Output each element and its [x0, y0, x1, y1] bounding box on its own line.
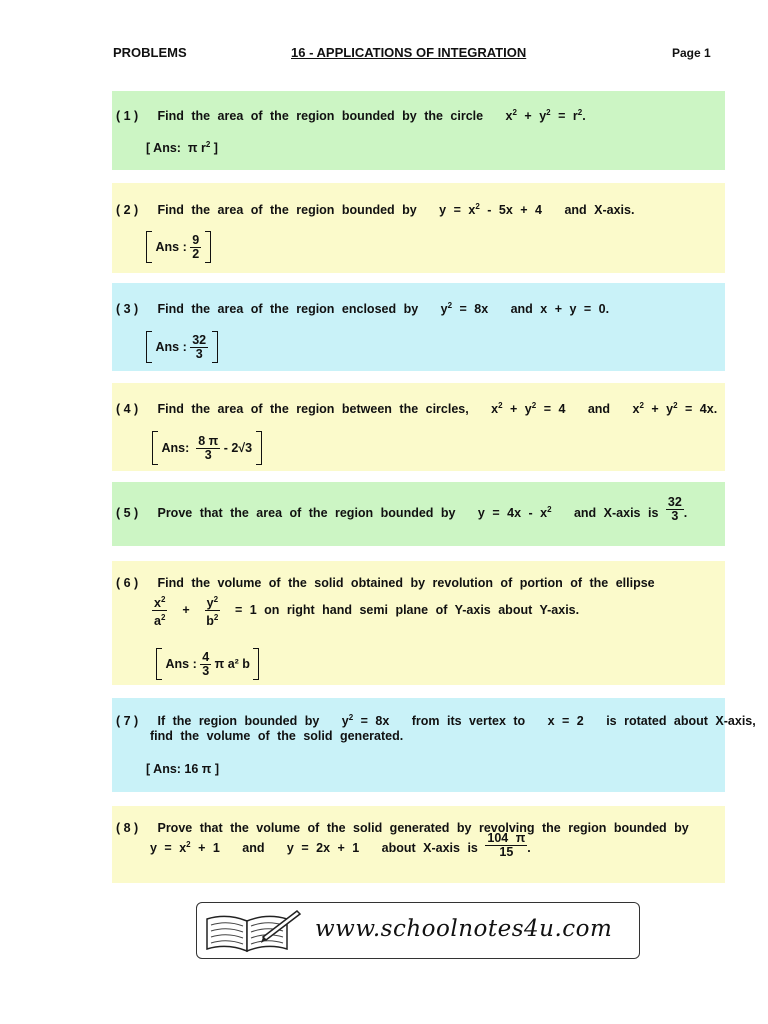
- fraction: $\frac{104 \pi}{15}$: [487, 831, 526, 859]
- bracket-left: [146, 231, 152, 263]
- problem-number: ( 7 ): [116, 714, 139, 729]
- problem-number: ( 6 ): [116, 576, 139, 590]
- website-url[interactable]: www.schoolnotes4u.com: [315, 916, 613, 942]
- problem-number: ( 8 ): [116, 821, 139, 835]
- problem-text: Find the area of the region enclosed by: [157, 302, 419, 317]
- answer: [ Ans: 16 π ]: [146, 762, 220, 776]
- fraction: $\frac{4}{3}$: [202, 649, 210, 678]
- math-expression: $y = 4x - x^2$: [462, 504, 552, 520]
- math-expression: $y = x^2 - 5x + 4$: [424, 202, 565, 218]
- problem-number: ( 1 ): [116, 109, 139, 124]
- problem-text: Prove that the volume of the solid generated by revolving the region bounded by: [157, 821, 689, 835]
- problem-3: ( 3 ) Find the area of the region enclosed by $y^2 = 8x$ and x + y = 0. Ans : $\frac{32}{3}$: [112, 283, 725, 371]
- problem-number: ( 3 ): [116, 302, 139, 317]
- answer: Ans : $\frac{4}{3}$ π a² b: [156, 648, 259, 680]
- fraction: $\frac{32}{3}$: [667, 495, 682, 523]
- answer: Ans: $\frac{8 \pi}{3}$ - 2√3: [152, 431, 262, 465]
- answer: Ans : $\frac{9}{2}$: [146, 231, 211, 263]
- problem-text: Find the volume of the solid obtained by revolution of portion of the ellipse: [157, 576, 655, 590]
- fraction: $\frac{9}{2}$: [192, 232, 200, 261]
- problem-6: ( 6 ) Find the volume of the solid obtained by revolution of portion of the ellipse $\frac{x^2}{a^2}$ + $\frac{y^2}{b^2}$ = 1 on right hand semi plane of Y-axis about Y-axis. Ans : $\frac{4}{3}$ π a² b: [112, 561, 725, 685]
- header-title: 16 - APPLICATIONS OF INTEGRATION: [291, 45, 527, 60]
- problem-1: [112, 91, 725, 170]
- fraction: $\frac{32}{3}$: [192, 332, 207, 361]
- problem-number: ( 2 ): [116, 203, 139, 218]
- fraction: $\frac{x^2}{a^2}$: [154, 595, 166, 629]
- fraction: $\frac{y^2}{b^2}$: [206, 595, 219, 629]
- answer: [ Ans: π $r^2$ ]: [146, 140, 218, 156]
- fraction: $\frac{8 \pi}{3}$: [198, 433, 219, 462]
- problem-5: ( 5 ) Prove that the area of the region bounded by $y = 4x - x^2$ and X-axis is $\frac{32}{3}$ .: [112, 482, 725, 546]
- problem-7: ( 7 ) If the region bounded by $y^2 = 8x$ from its vertex to x = 2 is rotated about X-axis, find the volume of the solid generated. [ Ans: 16 π ]: [112, 698, 725, 792]
- math-expression: $x^2 + y^2 = r^2$.: [490, 108, 586, 124]
- problem-2: ( 2 ) Find the area of the region bounded by $y = x^2 - 5x + 4$ and X-axis. Ans : $\frac{9}{2}$: [112, 183, 725, 273]
- problem-text: Find the area of the region between the circles,: [157, 402, 469, 417]
- problem-text: Find the area of the region bounded by the circle: [157, 109, 484, 124]
- problem-text: Find the area of the region bounded by: [157, 203, 417, 218]
- problem-text: If the region bounded by: [157, 714, 320, 729]
- page-header: [0, 45, 768, 65]
- header-page-number: Page 1: [672, 46, 711, 60]
- problem-number: ( 4 ): [116, 402, 139, 417]
- math-expression: $y^2 = 8x$: [425, 301, 511, 317]
- problem-8: ( 8 ) Prove that the volume of the solid generated by revolving the region bounded by $y = x^2 + 1$ and y = 2x + 1 about X-axis is $\frac{104 \pi}{15}$ .: [112, 806, 725, 883]
- problem-number: ( 5 ): [116, 505, 139, 520]
- footer-banner: [196, 902, 640, 959]
- bracket-right: [205, 231, 211, 263]
- open-book-pen-icon: [203, 907, 303, 955]
- answer: Ans : $\frac{32}{3}$: [146, 331, 218, 363]
- problem-4: [112, 383, 725, 471]
- math-expression: $x^2 + y^2 = 4$ and $x^2 + y^2 = 4x$.: [476, 401, 718, 417]
- problem-text: Prove that the area of the region bounded by: [157, 505, 456, 520]
- header-problems: PROBLEMS: [113, 45, 187, 60]
